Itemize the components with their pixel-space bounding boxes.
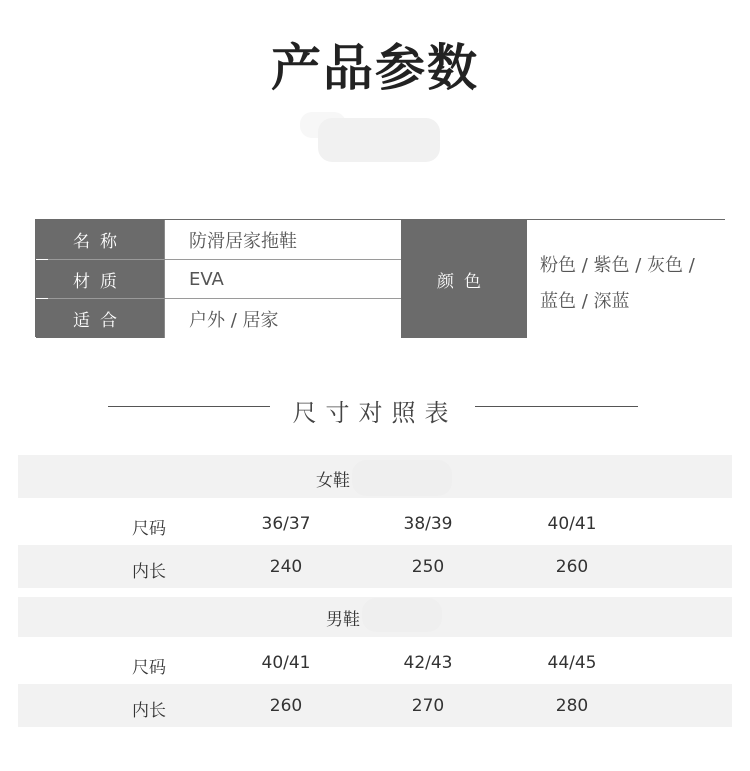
color-line-2: 蓝色 / 深蓝 <box>540 291 630 312</box>
size-value: 40/41 <box>261 653 311 673</box>
params-table <box>35 219 725 337</box>
length-value: 280 <box>555 696 589 716</box>
size-value: 42/43 <box>403 653 453 673</box>
size-value: 40/41 <box>547 514 597 534</box>
divider <box>48 259 401 260</box>
size-value: 44/45 <box>547 653 597 673</box>
section-title-men: 男鞋 <box>326 610 360 630</box>
param-label-color: 颜色 <box>401 220 527 338</box>
length-value: 250 <box>411 557 445 577</box>
divider <box>48 298 401 299</box>
page-title: 产品参数 <box>271 39 479 97</box>
size-label: 尺码 <box>132 519 166 539</box>
param-label-suitable: 适合 <box>36 299 164 338</box>
size-value: 36/37 <box>261 514 311 534</box>
section-title-women: 女鞋 <box>316 471 350 491</box>
length-value: 270 <box>411 696 445 716</box>
param-value-name: 防滑居家拖鞋 <box>165 220 401 259</box>
size-label: 尺码 <box>132 658 166 678</box>
size-value: 38/39 <box>403 514 453 534</box>
size-chart-title: 尺寸对照表 <box>292 399 458 427</box>
divider <box>164 220 165 338</box>
length-label: 内长 <box>132 701 166 721</box>
param-value-color <box>527 220 726 338</box>
param-value-suitable: 户外 / 居家 <box>165 299 401 338</box>
param-label-material: 材质 <box>36 260 164 298</box>
length-value: 240 <box>269 557 303 577</box>
color-line-1: 粉色 / 紫色 / 灰色 / <box>540 255 695 276</box>
length-label: 内长 <box>132 562 166 582</box>
param-value-material: EVA <box>165 260 401 298</box>
param-label-name: 名称 <box>36 220 164 259</box>
length-value: 260 <box>269 696 303 716</box>
blurred-region <box>318 118 440 162</box>
length-value: 260 <box>555 557 589 577</box>
